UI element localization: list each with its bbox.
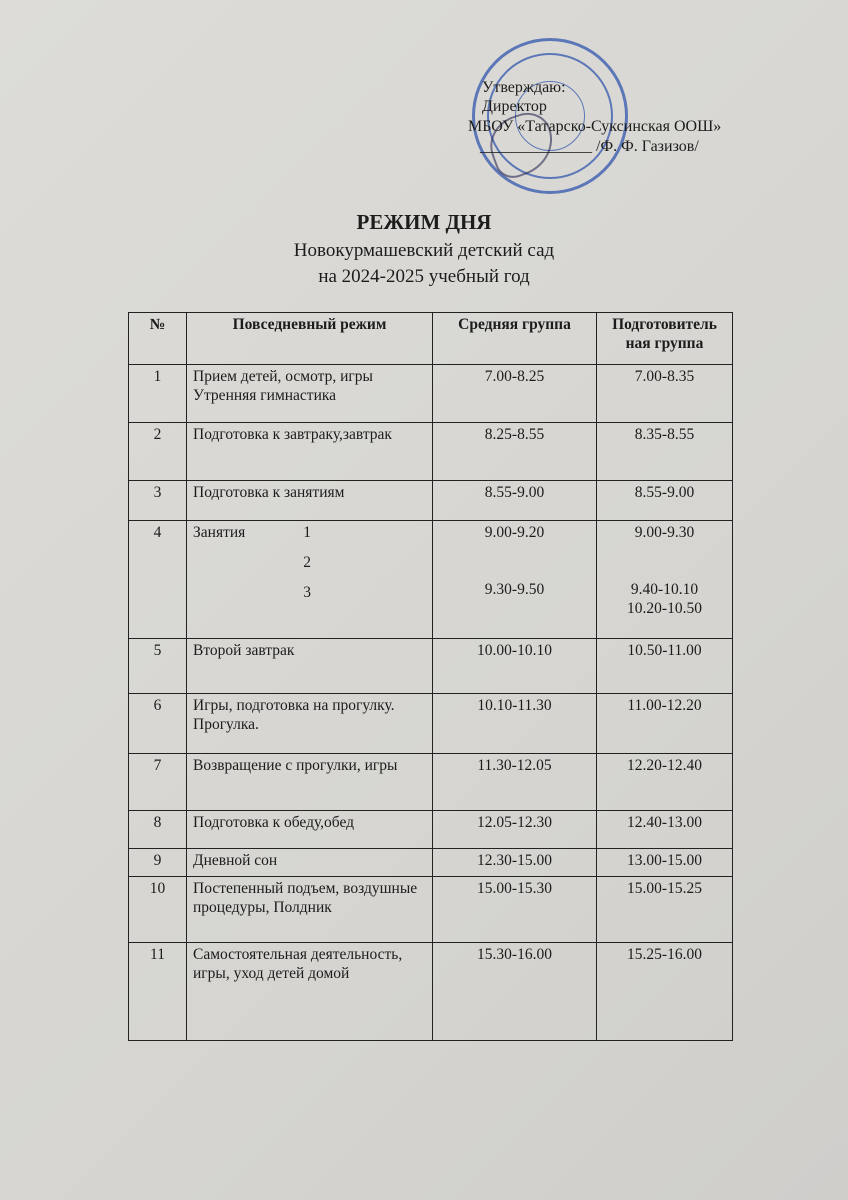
row-activity: Подготовка к завтраку,завтрак [187, 423, 433, 481]
session-number: 1 [303, 524, 312, 541]
row-number: 8 [129, 811, 187, 849]
subtitle-2: на 2024-2025 учебный год [318, 266, 530, 287]
row-number: 6 [129, 694, 187, 754]
row-prep-group: 8.35-8.55 [597, 423, 733, 481]
row-middle-group: 7.00-8.25 [433, 365, 597, 423]
row-activity: Дневной сон [187, 849, 433, 877]
table-row [129, 481, 733, 521]
table-row [129, 849, 733, 877]
row-number: 7 [129, 754, 187, 811]
approval-line-3: МБОУ «Татарско-Суксинская ООШ» [468, 118, 722, 135]
time-range: 9.40-10.10 [630, 581, 699, 598]
row-activity: Постепенный подъем, воздушные процедуры, Полдник [187, 877, 433, 943]
row-prep-group: 13.00-15.00 [597, 849, 733, 877]
header-activity: Повседневный режим [187, 313, 433, 365]
row-number: 10 [129, 877, 187, 943]
header-number: № [129, 313, 187, 365]
table-row [129, 943, 733, 1041]
time-range: 9.30-9.50 [484, 581, 545, 598]
row-prep-group: 12.40-13.00 [597, 811, 733, 849]
row-number: 4 [129, 521, 187, 639]
row-prep-group: 7.00-8.35 [597, 365, 733, 423]
row-middle-group: 10.00-10.10 [433, 639, 597, 694]
session-number: 3 [303, 584, 312, 601]
header-prep-group: Подготовитель ная группа [597, 313, 733, 365]
row-number: 1 [129, 365, 187, 423]
row-prep-group [597, 521, 733, 639]
row-prep-group: 11.00-12.20 [597, 694, 733, 754]
row-number: 9 [129, 849, 187, 877]
row-middle-group: 15.00-15.30 [433, 877, 597, 943]
row-activity: Второй завтрак [187, 639, 433, 694]
approval-line-1: Утверждаю: [482, 79, 566, 96]
time-range: 9.00-9.30 [634, 524, 695, 541]
approval-line-2: Директор [482, 98, 547, 115]
activity-label: Занятия [193, 524, 246, 541]
row-middle-group: 8.55-9.00 [433, 481, 597, 521]
row-middle-group: 11.30-12.05 [433, 754, 597, 811]
row-prep-group: 15.25-16.00 [597, 943, 733, 1041]
time-range: 9.00-9.20 [484, 524, 545, 541]
row-number: 2 [129, 423, 187, 481]
row-activity: Возвращение с прогулки, игры [187, 754, 433, 811]
session-numbers [303, 518, 311, 608]
row-activity: Подготовка к обеду,обед [187, 811, 433, 849]
row-middle-group: 12.30-15.00 [433, 849, 597, 877]
session-number: 2 [303, 554, 312, 571]
row-prep-group: 12.20-12.40 [597, 754, 733, 811]
row-prep-group: 10.50-11.00 [597, 639, 733, 694]
table-header-row [129, 313, 733, 365]
row-middle-group: 8.25-8.55 [433, 423, 597, 481]
page-title: РЕЖИМ ДНЯ [356, 210, 492, 234]
subtitle-1: Новокурмашевский детский сад [293, 240, 555, 261]
row-number: 3 [129, 481, 187, 521]
row-middle-group: 10.10-11.30 [433, 694, 597, 754]
time-range: 10.20-10.50 [627, 600, 702, 617]
row-middle-group: 12.05-12.30 [433, 811, 597, 849]
table-row [129, 694, 733, 754]
header-middle-group: Средняя группа [433, 313, 597, 365]
row-number: 5 [129, 639, 187, 694]
row-activity: Игры, подготовка на прогулку. Прогулка. [187, 694, 433, 754]
table-row [129, 877, 733, 943]
row-activity: Прием детей, осмотр, игры Утренняя гимнастика [187, 365, 433, 423]
row-prep-group: 8.55-9.00 [597, 481, 733, 521]
table-row [129, 754, 733, 811]
table-row [129, 521, 733, 639]
approval-line-4: ______________ /Ф. Ф. Газизов/ [480, 138, 699, 155]
table-row [129, 811, 733, 849]
row-prep-group: 15.00-15.25 [597, 877, 733, 943]
row-middle-group [433, 521, 597, 639]
schedule-table [128, 312, 733, 1041]
row-activity: Подготовка к занятиям [187, 481, 433, 521]
row-activity: Самостоятельная деятельность, игры, уход детей домой [187, 943, 433, 1041]
table-row [129, 365, 733, 423]
row-activity [187, 521, 433, 639]
row-middle-group: 15.30-16.00 [433, 943, 597, 1041]
table-row [129, 423, 733, 481]
table-row [129, 639, 733, 694]
row-number: 11 [129, 943, 187, 1041]
